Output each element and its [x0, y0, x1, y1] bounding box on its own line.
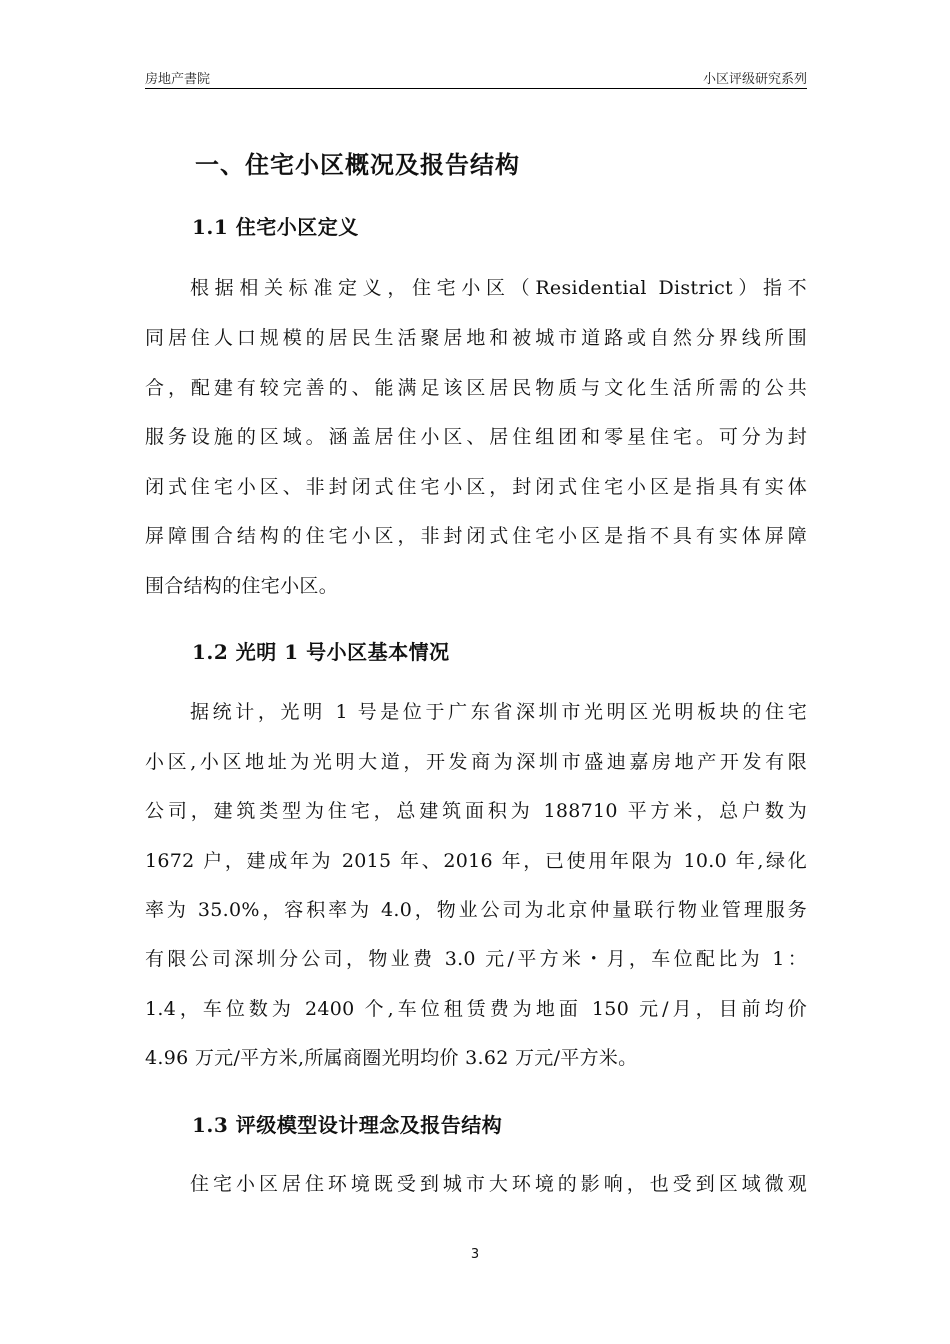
page-number: 3: [470, 1247, 480, 1262]
paragraph-line: 住宅小区居住环境既受到城市大环境的影响，也受到区域微观: [190, 1173, 807, 1195]
paragraph-line: 公司，建筑类型为住宅，总建筑面积为 188710 平方米，总户数为: [145, 800, 807, 822]
paragraph-line: 1.4，车位数为 2400 个,车位租赁费为地面 150 元/月，目前均价: [145, 998, 807, 1020]
chapter-title: 一、住宅小区概况及报告结构: [195, 150, 520, 179]
paragraph-line: 服务设施的区域。涵盖居住小区、居住组团和零星住宅。可分为封: [145, 426, 807, 448]
paragraph-line: 围合结构的住宅小区。: [145, 575, 339, 597]
section-heading-1-3: 1.3 评级模型设计理念及报告结构: [192, 1113, 503, 1137]
paragraph-line: 1672 户，建成年为 2015 年、2016 年，已使用年限为 10.0 年,绿化: [145, 850, 807, 872]
paragraph-line: 根据相关标准定义，住宅小区（Residential District）指不: [190, 277, 807, 299]
paragraph-line: 有限公司深圳分公司，物业费 3.0 元/平方米・月，车位配比为 1：: [145, 948, 807, 970]
paragraph-line: 屏障围合结构的住宅小区，非封闭式住宅小区是指不具有实体屏障: [145, 525, 807, 547]
section-heading-1-2: 1.2 光明 1 号小区基本情况: [192, 640, 450, 664]
section-heading-1-1: 1.1 住宅小区定义: [192, 215, 359, 239]
header-right: 小区评级研究系列: [702, 72, 807, 87]
header-left: 房地产書院: [145, 72, 211, 87]
paragraph-line: 小区,小区地址为光明大道，开发商为深圳市盛迪嘉房地产开发有限: [145, 751, 807, 773]
page-header: [145, 66, 807, 89]
paragraph-line: 4.96 万元/平方米,所属商圈光明均价 3.62 万元/平方米。: [145, 1047, 638, 1069]
paragraph-line: 闭式住宅小区、非封闭式住宅小区，封闭式住宅小区是指具有实体: [145, 476, 807, 498]
paragraph-line: 据统计，光明 1 号是位于广东省深圳市光明区光明板块的住宅: [190, 701, 807, 723]
paragraph-line: 率为 35.0%，容积率为 4.0，物业公司为北京仲量联行物业管理服务: [145, 899, 807, 921]
paragraph-line: 合，配建有较完善的、能满足该区居民物质与文化生活所需的公共: [145, 377, 807, 399]
paragraph-line: 同居住人口规模的居民生活聚居地和被城市道路或自然分界线所围: [145, 327, 807, 349]
